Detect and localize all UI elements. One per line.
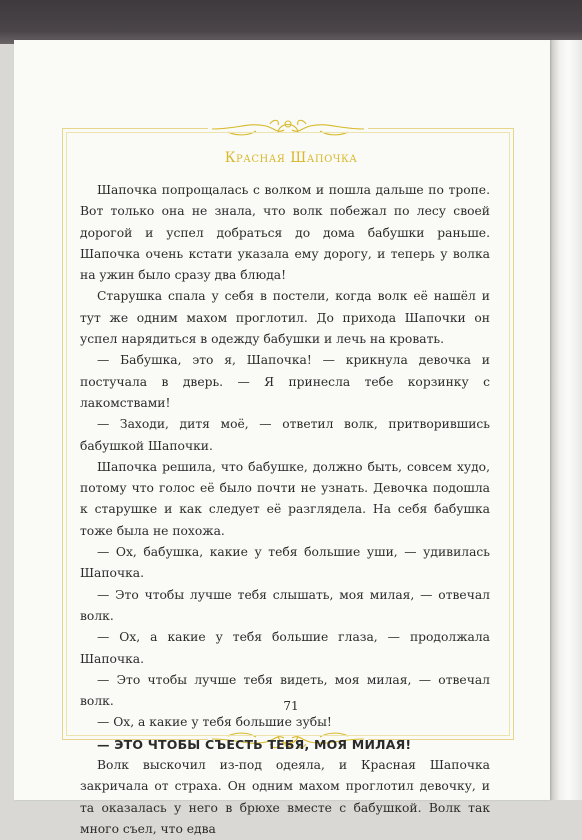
paragraph: — Это чтобы лучше тебя слышать, моя милая, — отвечал волк. xyxy=(80,587,490,623)
page-number: 71 xyxy=(283,699,299,713)
paragraph: — Ох, бабушка, какие у тебя большие уши, — удивилась Шапочка. xyxy=(80,545,490,581)
paragraph: Шапочка решила, что бабушке, должно быть, совсем худо, потому что голос её было почти не узнать. Девочка подошла к старушке и как следует её разглядела. На себя бабушка тоже была не похожа. xyxy=(80,459,490,538)
paragraph: — Ох, а какие у тебя большие зубы! xyxy=(97,715,332,730)
paragraph: — Ох, а какие у тебя большие глаза, — продолжала Шапочка. xyxy=(80,630,490,666)
story-text xyxy=(80,180,490,840)
emphasized-paragraph: — ЭТО ЧТОБЫ СЪЕСТЬ ТЕБЯ, МОЯ МИЛАЯ! xyxy=(97,736,412,752)
paragraph: Волк выскочил из-под одеяла, и Красная Шапочка закричала от страха. Он одним махом проглотил девочку, и та оказалась у него в брюхе вместе с бабушкой. Волк так много съел, что едва xyxy=(80,758,490,836)
paragraph: — Бабушка, это я, Шапочка! — крикнула девочка и постучала в дверь. — Я принесла тебе корзинку с лакомствами! xyxy=(80,353,490,410)
paragraph: — Заходи, дитя моё, — ответил волк, притворившись бабушкой Шапочки. xyxy=(80,417,490,453)
paragraph: — Это чтобы лучше тебя видеть, моя милая, — отвечал волк. xyxy=(80,672,490,709)
scan-top-shadow xyxy=(0,0,582,44)
paragraph: Старушка спала у себя в постели, когда волк её нашёл и тут же одним махом проглотил. До прихода Шапочки он успел нарядиться в одежду бабушки и лечь на кровать. xyxy=(80,289,490,347)
paragraph: Шапочка попрощалась с волком и пошла дальше по тропе. Вот только она не знала, что волк побежал по лесу своей дорогой и успел добраться до дома бабушки раньше. Шапочка очень кстати указала ему дорогу, и теперь у волка на ужин было сразу два блюда! xyxy=(80,183,490,283)
chapter-title: Красная Шапочка xyxy=(224,150,358,166)
